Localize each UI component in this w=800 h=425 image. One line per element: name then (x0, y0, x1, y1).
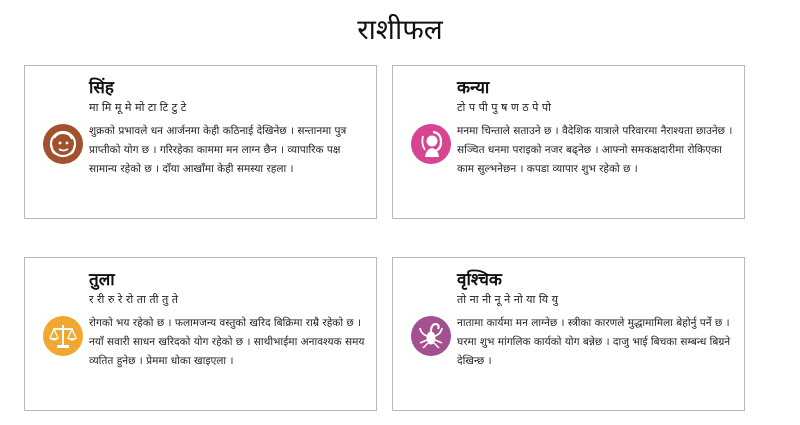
sign-letters: मा मि मू मे मो टा टि टु टे (89, 101, 187, 114)
lion-icon (43, 124, 83, 164)
sign-description: शुक्रको प्रभावले धन आर्जनमा केही कठिनाई देखिनेछ । सन्तानमा पुत्र प्राप्तीको योग छ । गरिरहेका काममा मन लाग्न छैन । व्यापारिक पक्ष सामान्य रहेको छ । दाँया आखाँमा केही समस्या रहला । (89, 125, 347, 175)
horoscope-card-libra (24, 257, 377, 411)
virgo-maiden-icon (411, 124, 451, 164)
sign-description: मनमा चिन्ताले सताउने छ । वैदेशिक यात्राले परिवारमा नैराश्यता छाउनेछ । सञ्चित धनमा पराइको नजर बढ्नेछ । आफ्नो समकक्षदारीमा रोकिएका काम सुल्भनेछन । कपडा व्यापार शुभ रहेको छ । (457, 125, 733, 175)
sign-description: रोगको भय रहेको छ । फलामजन्य वस्तुको खरिद बिक्रिमा राम्रै रहेको छ । नयाँ सवारी साधन खरिदको योग रहेको छ । साथीभाईमा अनावश्यक समय व्यतित हुनेछ । प्रेममा धोका खाइएला । (89, 317, 365, 367)
page-title: राशीफल (357, 13, 443, 46)
sign-name: कन्या (457, 78, 490, 98)
horoscope-card-leo (24, 65, 377, 219)
sign-description: नातामा कार्यमा मन लाग्नेछ । स्त्रीका कारणले मुद्धामामिला बेहोर्नु पर्ने छ । घरमा शुभ मांगलिक कार्यको योग बन्नेछ । दाजु भाई बिचका सम्बन्ध बिग्रने देखिन्छ । (457, 317, 731, 367)
sign-letters: टो प पी पु ष ण ठ पे पो (457, 101, 552, 114)
sign-letters: र री रु रे रो ता ती तु ते (89, 293, 179, 306)
sign-name: सिंह (89, 78, 114, 98)
scorpion-icon (411, 316, 451, 356)
scales-icon (43, 316, 83, 356)
sign-name: वृश्चिक (457, 270, 502, 290)
horoscope-card-scorpio (392, 257, 745, 411)
sign-name: तुला (89, 270, 115, 290)
horoscope-card-virgo (392, 65, 745, 219)
sign-letters: तो ना नी नू ने नो या यि यु (457, 293, 559, 306)
